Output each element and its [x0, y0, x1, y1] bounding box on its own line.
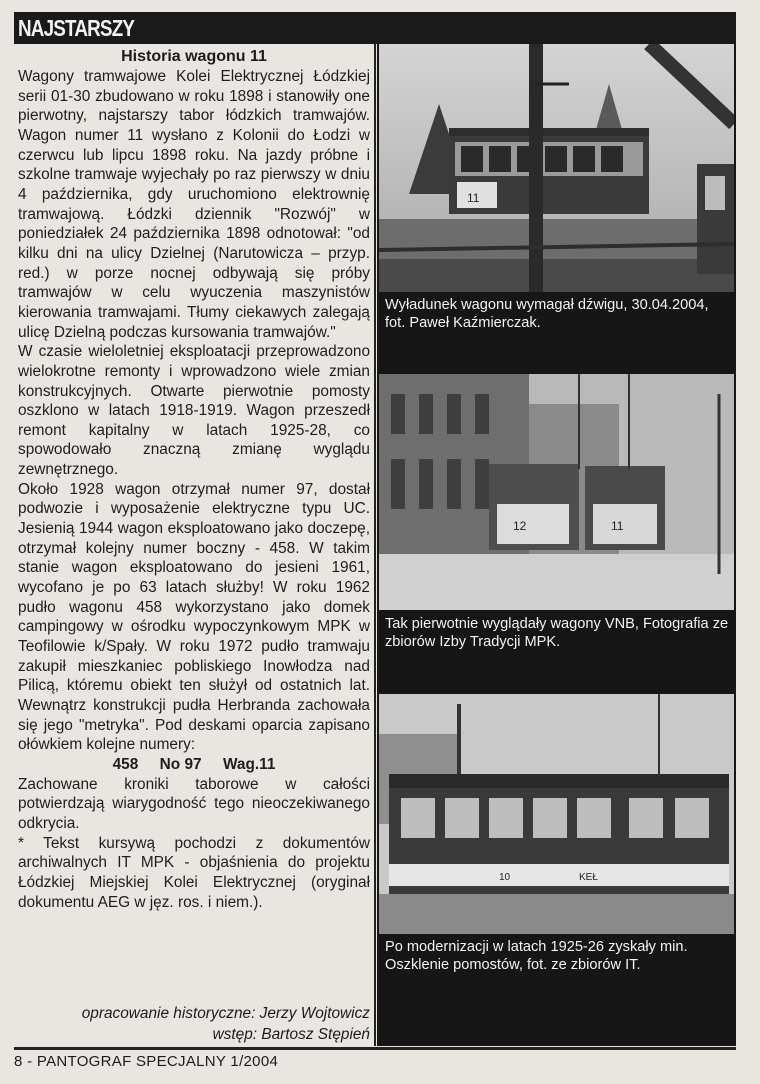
tram-number-photo2-right: 11 [611, 519, 624, 533]
tram-plate-photo3: KEŁ [579, 872, 598, 883]
paragraph-intro: Wagony tramwajowe Kolei Elektrycznej Łódzkiej serii 01-30 zbudowano w roku 1898 i stanowiły one pierwotny, najstarszy tabor łódzkich tramwajów. Wagon numer 11 wysłano z Kolonii do Łodzi w czerwcu lub lipcu 1898 roku. Na jazdy próbne i szkolne tramwaje wyjechały po raz pierwszy w dniu 4 października, gdy uruchomiono elektrownię tramwajową. Łódzki dziennik "Rozwój" w poniedziałek 24 października 1898 odnotował: "od kilku dni na ulicy Dzielnej (Narutowicza – przyp. red.) w porze nocnej odbywają się próby tramwajów w celu wyuczenia maszynistów kierowania tramwajami. Tłumy ciekawych zalegają ulicę Dzielną podczas kursowania tramwajów." [18, 68, 370, 341]
paragraph-conclusion: Zachowane kroniki taborowe w całości potwierdzają wiarygodność tego nieoczekiwanego odkrycia. [18, 775, 370, 832]
paragraph-renumbering: Około 1928 wagon otrzymał numer 97, dostał podwozie i wyposażenie elektryczne typu UC. Jesienią 1944 wagon eksploatowano jako doczepę, otrzymał kolejny numer boczny - 458. W takim stanie wagon eksploatowano do jesieni 1961, wycofano je po 63 latach służby! W roku 1962 pudło wagonu 458 wykorzystano jako domek campingowy w ośrodku wypoczynkowym MPK w Teofilowie k/Spały. W roku 1972 pudło tramwaju zakupił mieszkaniec pobliskiego Inowłodza nad Pilicą, któremu obiekt ten służył od ostatnich lat. Wewnątrz konstrukcji pudła Herbranda zachowała się jego "metryka". Pod deskami oparcia zapisano ołówkiem kolejne numery: [18, 480, 370, 754]
credit-intro: wstęp: Bartosz Stępień [212, 1026, 370, 1043]
article-title: Historia wagonu 11 [121, 48, 267, 65]
footer-page-info: 8 - PANTOGRAF SPECJALNY 1/2004 [14, 1053, 279, 1070]
photo-unloading [379, 44, 734, 292]
article-credits [18, 1003, 370, 1045]
paragraph-history: W czasie wieloletniej eksploatacji przeprowadzono wielokrotne remonty i wprowadzono wiele zmian konstrukcyjnych. Otwarte pierwotnie pomosty oszklono w latach 1918-1919. Wagon przeszedł remont kapitalny w latach 1925-28, co spowodowało znaczną zmianę wyglądu zewnętrznego. [18, 343, 370, 479]
section-header-bar [14, 12, 736, 44]
credit-historian: opracowanie historyczne: Jerzy Wojtowicz [81, 1005, 370, 1022]
tram-number-photo3: 10 [499, 872, 511, 883]
article-body [18, 67, 370, 912]
photo-historic-trams [379, 374, 734, 610]
photo-historic-trams-image [379, 374, 734, 610]
photo-column [377, 44, 736, 1046]
paragraph-numbers: 458 No 97 Wag.11 [112, 755, 276, 773]
article-column [18, 47, 370, 912]
section-label: NAJSTARSZY [18, 15, 135, 41]
column-divider [374, 44, 376, 1046]
photo-modernized-tram-image [379, 694, 734, 934]
tram-number-photo2-left: 12 [513, 519, 527, 533]
photo-modernized-tram-caption: Po modernizacji w latach 1925-26 zyskały min. Oszklenie pomostów, fot. ze zbiorów IT. [385, 939, 688, 973]
photo-unloading-caption: Wyładunek wagonu wymagał dźwigu, 30.04.2004, fot. Paweł Kaźmierczak. [385, 297, 709, 331]
photo-modernized-tram [379, 694, 734, 934]
photo-historic-trams-caption: Tak pierwotnie wyglądały wagony VNB, Fotografia ze zbiorów Izby Tradycji MPK. [385, 616, 729, 650]
paragraph-footnote: * Tekst kursywą pochodzi z dokumentów archiwalnych IT MPK - objaśnienia do projektu Łódzkiej Miejskiej Kolei Elektrycznej (oryginał dokumentu AEG w jęz. ros. i niem.). [18, 834, 370, 911]
footer-rule [14, 1047, 736, 1050]
tram-number-photo1: 11 [467, 191, 480, 205]
photo-unloading-image [379, 44, 734, 292]
